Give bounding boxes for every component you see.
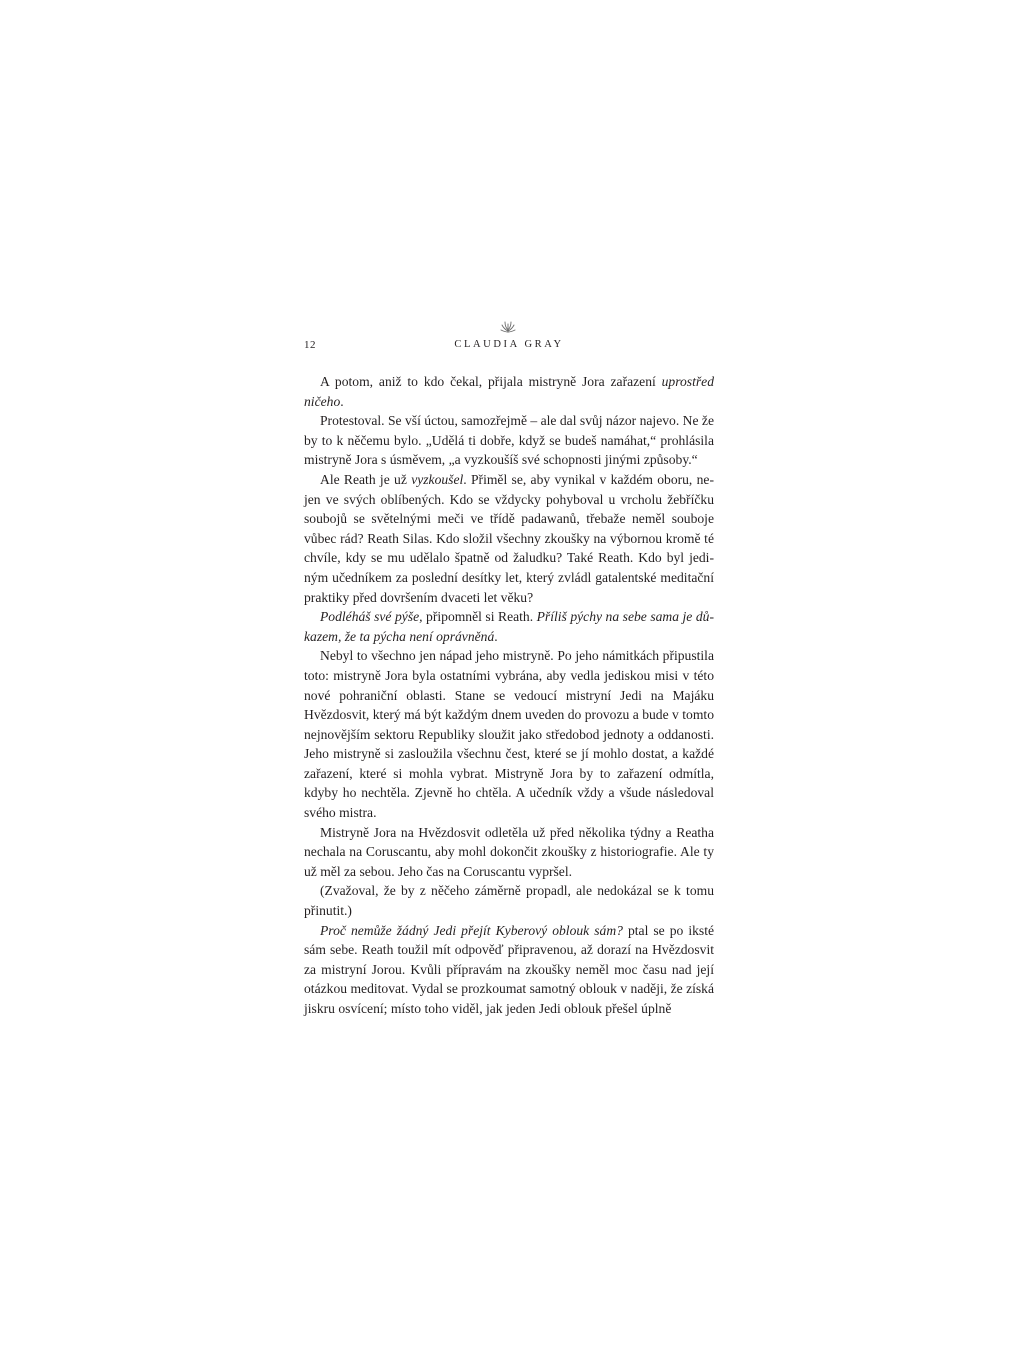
text-run: připomněl si Reath. <box>422 609 537 625</box>
page-number: 12 <box>304 339 316 351</box>
text-run: A potom, aniž to kdo čekal, přijala mistryně Jora zařazení <box>320 374 662 389</box>
text-run: . Přiměl se, aby vynikal v každém oboru, nejen ve svých oblíbených. Kdo se vždycky pohyboval u vrcholu žebříčku soubojů se světelnými meči ve třídě padawanů, třebaže neměl souboje vůbec rád? Reath Silas. Kdo složil všechny zkoušky na výbornou kromě té chvíle, kdy se mu udělalo špatně od žaludku? Také Reath. Kdo byl jediným učedníkem za poslední desítky let, který zvládl gatalentské meditační praktiky před dovršením dvaceti let věku? <box>304 471 714 605</box>
italic-text: Proč nemůže žádný Jedi přejít Kyberový oblouk sám? <box>320 922 623 938</box>
italic-text: Příliš pýchy na sebe sama je důkazem, že ta pýcha není oprávněná <box>304 609 714 644</box>
leaf-ornament-icon <box>500 321 516 333</box>
italic-text: vyzkoušel <box>411 471 464 487</box>
text-run: . <box>340 393 344 409</box>
paragraph <box>304 470 714 607</box>
italic-text: uprostřed ničeho <box>304 374 714 409</box>
paragraph <box>304 881 714 920</box>
text-run: Protestoval. Se vší úctou, samozřejmě – ale dal svůj názor najevo. Ne že by to k něčemu bylo. „Udělá ti dobře, když se budeš namáhat,“ prohlásila mistryně Jora s úsměvem, „a vyzkoušíš své schopnosti jinými způsoby.“ <box>304 413 714 468</box>
text-run: . <box>494 628 498 644</box>
italic-text: Podléháš své pýše, <box>320 609 423 625</box>
text-run: (Zvažoval, že by z něčeho záměrně propadl, ale nedokázal se k tomu přinutit.) <box>304 883 714 919</box>
running-head <box>304 339 714 355</box>
paragraph <box>304 411 714 470</box>
text-run: ptal se po iksté sám sebe. Reath toužil mít odpověď připravenou, až dorazí na Hvězdosvit za mistryní Jorou. Kvůli přípravám na zkoušky neměl moc času nad její otázkou meditovat. Vydal se prozkoumat samotný oblouk v naději, že získá jiskru osvícení; místo toho viděl, jak jeden Jedi oblouk přešel úplně <box>304 922 715 1016</box>
paragraph <box>304 607 714 646</box>
text-run: Ale Reath je už <box>320 471 412 487</box>
body-text <box>304 372 714 1019</box>
paragraph <box>304 646 714 822</box>
paragraph <box>304 921 714 1019</box>
paragraph <box>304 823 714 882</box>
paragraph <box>304 372 714 411</box>
text-run: Mistryně Jora na Hvězdosvit odletěla už před několika týdny a Reatha nechala na Coruscantu, aby mohl dokončit zkoušky z historiografie. Ale ty už měl za sebou. Jeho čas na Coruscantu vypršel. <box>304 824 714 879</box>
text-run: Nebyl to všechno jen nápad jeho mistryně. Po jeho námitkách připustila toto: mistryně Jora byla ostatními vybrána, aby vedla jediskou misi v této nové pohraniční oblasti. Stane se vedoucí mistryní Jedi na Majáku Hvězdosvit, který má být každým dnem uveden do provozu a bude v tomto nejnovějším sektoru Republiky sloužit jako středobod jednoty a oddanosti. Jeho mistryně si zasloužila všechnu čest, které se jí mohlo dostat, a každé zařazení, které si mohla vybrat. Mistryně Jora by to zařazení odmítla, kdyby ho nechtěla. Zjevně ho chtěla. A učedník vždy a všude následoval svého mistra. <box>304 648 714 821</box>
author-name: CLAUDIA GRAY <box>454 339 564 350</box>
